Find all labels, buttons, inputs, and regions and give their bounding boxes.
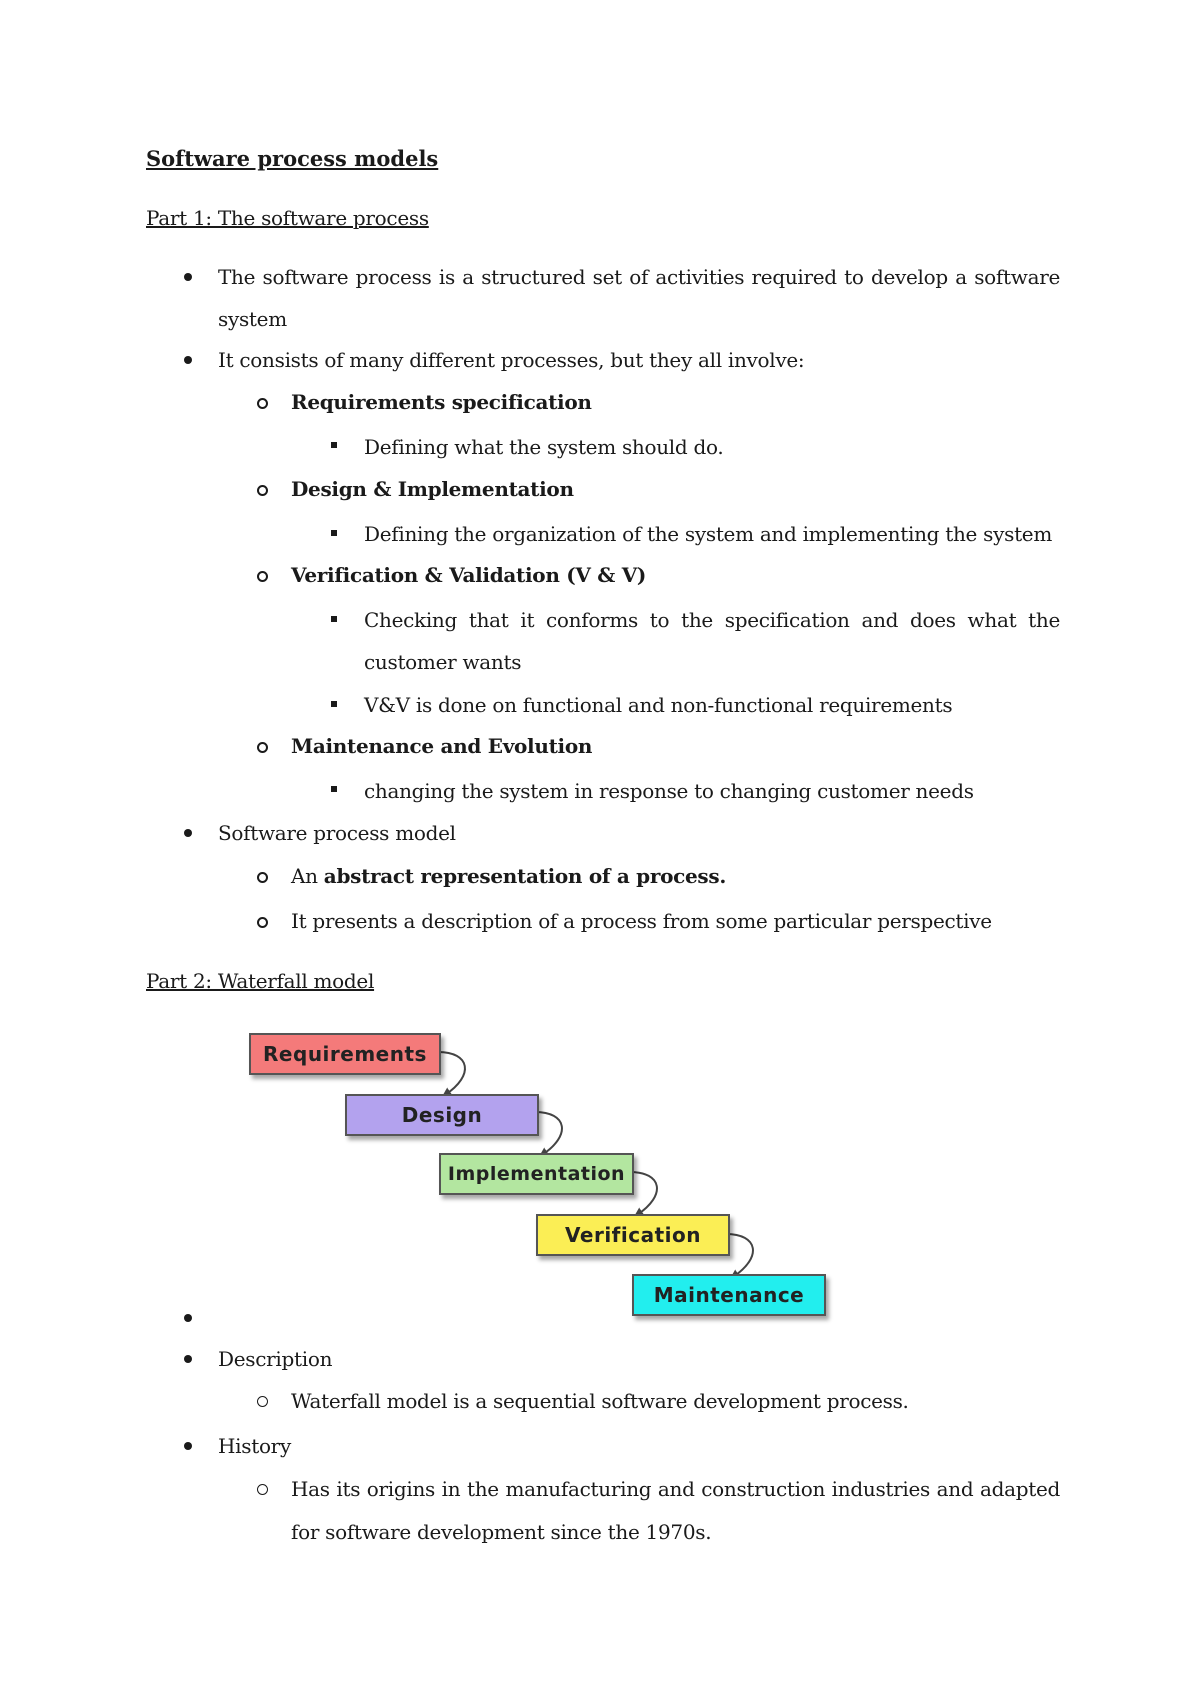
sub-bullet-ring <box>257 1484 268 1495</box>
description-label: Description <box>218 1347 333 1371</box>
p1-bullet1-line2: system <box>218 307 287 331</box>
maint-detail: changing the system in response to changing customer needs <box>364 779 974 803</box>
item-requirements-specification: Requirements specification <box>291 390 592 414</box>
design-impl-detail: Defining the organization of the system and implementing the system <box>364 522 1053 546</box>
arrow-implementation-to-verification <box>630 1172 657 1215</box>
stage-maintenance: Maintenance <box>632 1274 826 1316</box>
p1-bullet1-line1: The software process is a structured set of activities required to develop a software <box>218 265 1060 289</box>
stage-requirements: Requirements <box>249 1033 441 1075</box>
bullet-disc <box>184 1355 192 1363</box>
history-label: History <box>218 1434 291 1458</box>
bullet-disc <box>184 1442 192 1450</box>
p1-bullet2: It consists of many different processes, but they all involve: <box>218 348 805 372</box>
model-desc2: It presents a description of a process from some particular perspective <box>291 909 992 933</box>
history-line2: for software development since the 1970s. <box>291 1520 712 1544</box>
item-verification-validation: Verification & Validation (V & V) <box>291 563 647 587</box>
model-desc1-prefix: An <box>291 864 324 888</box>
item-maintenance-evolution: Maintenance and Evolution <box>291 734 593 758</box>
sub-bullet-ring <box>257 1396 268 1407</box>
vv-detail2: V&V is done on functional and non-functional requirements <box>364 693 953 717</box>
item-design-implementation: Design & Implementation <box>291 477 574 501</box>
part2-heading: Part 2: Waterfall model <box>146 969 375 993</box>
vv-detail1-line1: Checking that it conforms to the specification and does what the <box>364 608 1060 632</box>
arrow-verification-to-maintenance <box>726 1234 753 1277</box>
stage-verification: Verification <box>536 1214 730 1256</box>
bullet-disc-empty <box>184 1314 192 1322</box>
history-line1: Has its origins in the manufacturing and construction industries and adapted <box>291 1477 1060 1501</box>
arrow-design-to-implementation <box>535 1112 562 1155</box>
p1-bullet3: Software process model <box>218 821 456 845</box>
document-title: Software process models <box>146 146 439 171</box>
vv-detail1-line2: customer wants <box>364 650 522 674</box>
stage-design: Design <box>345 1094 539 1136</box>
part1-heading: Part 1: The software process <box>146 206 429 230</box>
description-text: Waterfall model is a sequential software development process. <box>291 1389 909 1413</box>
req-spec-detail: Defining what the system should do. <box>364 435 724 459</box>
arrow-requirements-to-design <box>438 1052 465 1095</box>
stage-implementation: Implementation <box>439 1153 634 1195</box>
model-desc1-bold: abstract representation of a process. <box>323 864 726 888</box>
